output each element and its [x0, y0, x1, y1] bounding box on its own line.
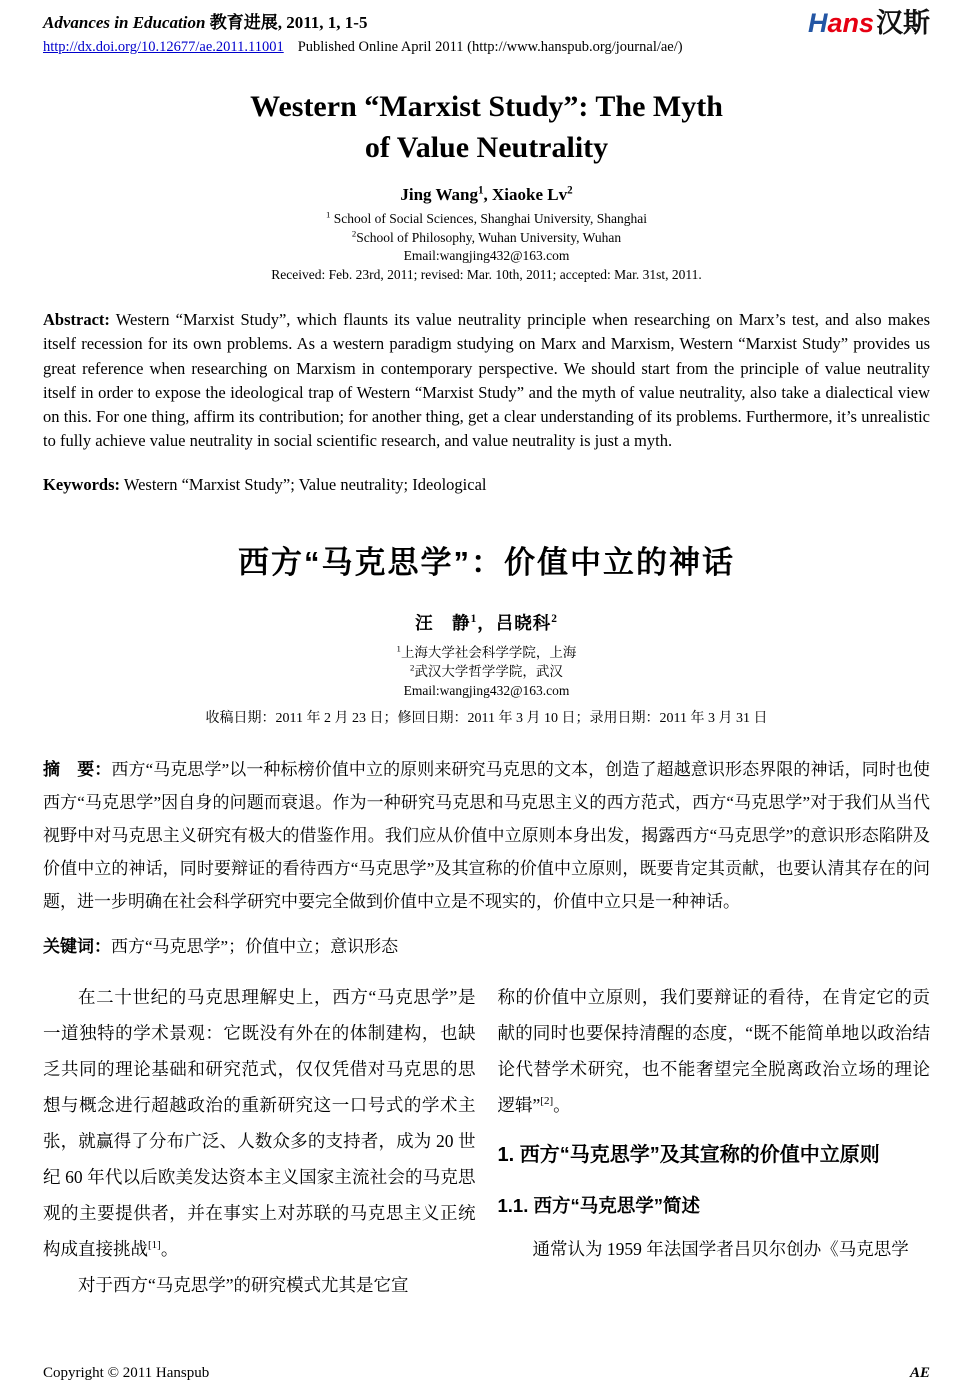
section-heading-1-1: 1.1. 西方“马克思学”简述 — [497, 1194, 700, 1216]
paper-title-cn: 西方“马克思学”：价值中立的神话 — [238, 544, 735, 580]
authors-en: Jing Wang$^1$, Xiaoke Lv$^2$ — [400, 184, 573, 204]
body-paragraph: 在二十世纪的马克思理解史上，西方“马克思学”是一道独特的学术景观：它既没有外在的体制建构，也缺乏共同的理论基础和研究范式，仅仅凭借对马克思的思想与概念进行超越政治的重新研究这一口号式的学术主张，就赢得了分布广泛、人数众多的支持者，成为 20 世纪 60 年代以后欧美发达资本主义国家主流社会的马克思观的主要提供者，并在事实上对苏联的马克思主义正统构成直接挑战[1]。 — [43, 986, 476, 1259]
paper-title-en-line2: of Value Neutrality — [364, 131, 609, 164]
affiliation-en-1: $^1$ School of Social Sciences, Shanghai University, Shanghai — [325, 209, 648, 226]
affiliation-cn-1: $^1$上海大学社会科学学院，上海 — [396, 643, 577, 660]
email-line-en: Email:wangjing432@163.com — [403, 248, 570, 263]
affiliations-cn — [43, 643, 930, 700]
received-line: Received: Feb. 23rd, 2011; revised: Mar. 10th, 2011; accepted: Mar. 31st, 2011. — [271, 266, 702, 282]
dates-line-cn: 收稿日期：2011 年 2 月 23 日；修回日期：2011 年 3 月 10 日；录用日期：2011 年 3 月 31 日 — [205, 710, 768, 726]
keywords-cn-label: 关键词： — [43, 936, 111, 956]
reference-marker-1: [1] — [148, 1238, 161, 1251]
journal-abbr: AE — [909, 1365, 930, 1381]
keywords-en — [43, 475, 930, 495]
page-footer — [43, 1365, 930, 1382]
hans-logo-latin: Hans — [807, 8, 874, 38]
author-2-sup: 2 — [567, 184, 573, 197]
author-cn-2-sup: 2 — [551, 612, 558, 625]
journal-issue: 教育进展, 2011, 1, 1-5 — [209, 13, 368, 32]
doi-line — [43, 39, 683, 56]
right-column — [498, 979, 931, 1303]
abstract-en-label: Abstract: — [43, 310, 110, 329]
author-cn-2: 吕晓科 — [495, 612, 552, 633]
hans-logo — [808, 8, 930, 38]
affiliation-cn-2: $^2$武汉大学哲学学院，武汉 — [410, 662, 563, 679]
journal-name: Advances in Education — [43, 13, 206, 32]
author-1-sup: 1 — [477, 184, 484, 197]
body-columns — [43, 979, 930, 1303]
email-line-cn: Email:wangjing432@163.com — [403, 682, 570, 698]
authors-cn: 汪 静$^1$，吕晓科$^2$ — [415, 612, 558, 633]
paper-title-en — [43, 86, 930, 168]
abstract-en-text: Western “Marxist Study”, which flaunts its value neutrality principle when researching on Marx’s test, and also makes itself recession for its own problems. As a western paradigm studying on Marx and Marxism, Western “Marxist Study” provides us great reference when researching on Marxism in contemporary perspective. We should start from the principle of value neutrality itself in order to expose the ideological trap of Western “Marxist Study” and the myth of value neutrality, also take a dialectical view on this. For one thing, affirm its contribution; for another thing, get a clear understanding of its problems. Furthermore, it’s unrealistic to fully achieve value neutrality in social scientific research, and value neutrality is just a myth. — [43, 310, 930, 451]
hans-logo-cjk: 汉斯 — [876, 8, 930, 38]
author-cn-1: 汪 静 — [415, 612, 471, 633]
abstract-en — [43, 308, 930, 454]
abstract-cn-text: 西方“马克思学”以一种标榜价值中立的原则来研究马克思的文本，创造了超越意识形态界限的神话，同时也使西方“马克思学”因自身的问题而衰退。作为一种研究马克思和马克思主义的西方范式，西方“马克思学”对于我们从当代视野中对马克思主义研究有极大的借鉴作用。我们应从价值中立原则本身出发，揭露西方“马克思学”的意识形态陷阱及价值中立的神话，同时要辩证的看待西方“马克思学”及其宣称的价值中立原则，既要肯定其贡献，也要认清其存在的问题，进一步明确在社会科学研究中要完全做到价值中立是不现实的，价值中立只是一种神话。 — [43, 759, 931, 911]
journal-line — [43, 8, 683, 33]
author-1: Jing Wang — [400, 185, 478, 204]
affiliations-en — [43, 210, 930, 284]
paper-title-en-line1: Western “Marxist Study”: The Myth — [250, 90, 723, 123]
published-info: Published Online April 2011 (http://www.hanspub.org/journal/ae/) — [297, 39, 683, 55]
body-paragraph: 对于西方“马克思学”的研究模式尤其是它宣 — [78, 1274, 409, 1295]
keywords-en-label: Keywords: — [43, 474, 120, 494]
abstract-cn — [43, 753, 930, 918]
reference-marker-2: [2] — [540, 1094, 554, 1107]
left-column — [43, 979, 476, 1303]
author-cn-1-sup: 1 — [470, 612, 478, 625]
copyright-text: Copyright © 2011 Hanspub — [43, 1365, 210, 1381]
section-heading-1: 1. 西方“马克思学”及其宣称的价值中立原则 — [497, 1143, 880, 1166]
affiliation-en-2: $^2$School of Philosophy, Wuhan University, Wuhan — [351, 228, 622, 245]
abstract-cn-label: 摘 要： — [43, 759, 112, 779]
page-header — [43, 8, 930, 56]
keywords-cn-text: 西方“马克思学”；价值中立；意识形态 — [111, 936, 399, 956]
body-paragraph: 通常认为 1959 年法国学者吕贝尔创办《马克思学 — [532, 1238, 909, 1259]
body-paragraph: 称的价值中立原则，我们要辩证的看待，在肯定它的贡献的同时也要保持清醒的态度，“既不能简单地以政治结论代替学术研究，也不能奢望完全脱离政治立场的理论逻辑”[2]。 — [497, 986, 930, 1115]
keywords-cn — [43, 932, 930, 957]
keywords-en-text: Western “Marxist Study”; Value neutrality; Ideological — [120, 474, 487, 494]
journal-info — [43, 8, 683, 56]
doi-link[interactable]: http://dx.doi.org/10.12677/ae.2011.11001 — [43, 39, 284, 55]
author-2: Xiaoke Lv — [492, 185, 568, 204]
